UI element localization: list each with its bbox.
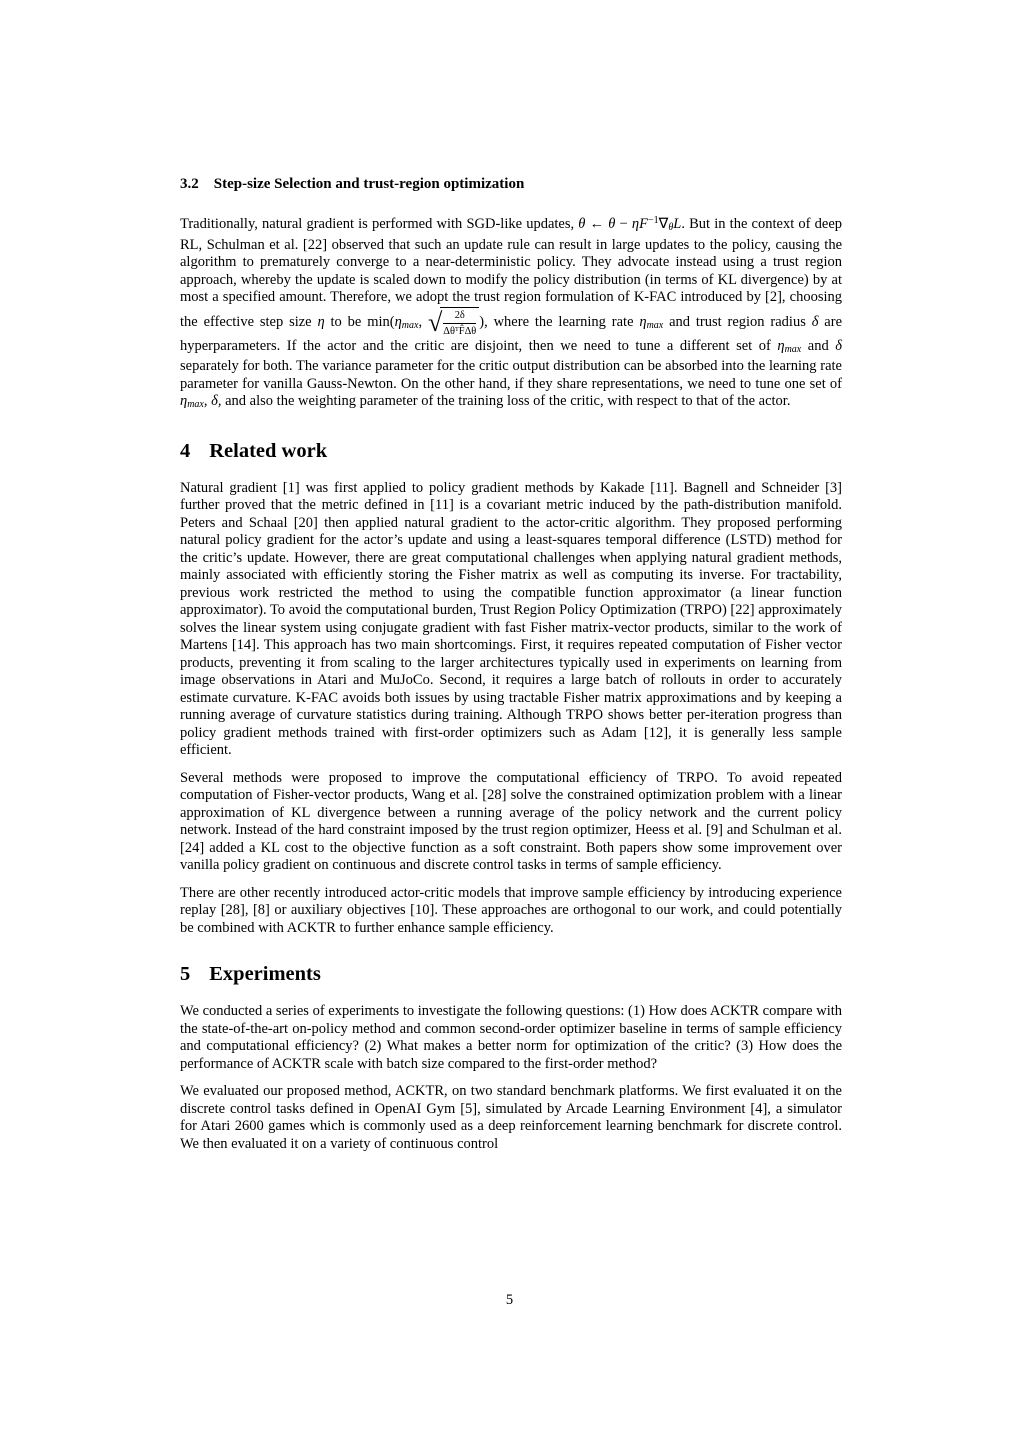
paragraph-experiments-2: We evaluated our proposed method, ACKTR, on two standard benchmark platforms. We first evaluated it on the discrete control tasks defined in OpenAI Gym [5], simulated by Arcade Learning Environment [4], a simulator for Atari 2600 games which is commonly used as a deep reinforcement learning benchmark for discrete control. We then evaluated it on a variety of continuous control: [180, 1083, 842, 1152]
section-number: 5: [180, 963, 191, 986]
paragraph-step-size-selection: Traditionally, natural gradient is performed with SGD-like updates, θ ← $\theta - \eta F^{-1}\nabla\theta L$. But in the context of deep RL, Schulman et al. [22] observed that such an update rule can result in large updates to the policy, causing the algorithm to prematurely converge to a near-deterministic policy. They advocate instead using a trust region approach, whereby the update is scaled down to modify the policy distribution (in terms of KL divergence) by at most a specified amount. Therefore, we adopt the trust region formulation of K-FAC introduced by [2], choosing the effective step size η to be min(ηmax, √ $\frac{2\delta}{\text{ΔθᵀF̂Δθ}}$ ), where the learning rate ηmax and trust region radius δ are hyperparameters. If the actor and the critic are disjoint, then we need to tune a different set of ηmax and δ separately for both. The variance parameter for the critic output distribution can be absorbed into the learning rate parameter for vanilla Gauss-Newton. On the other hand, if they share representations, we need to tune one set of ηmax, δ, and also the weighting parameter of the training loss of the critic, with respect to that of the actor.: [180, 215, 843, 411]
section-heading-4: [180, 440, 842, 463]
page-number: 5: [505, 1292, 514, 1308]
section-heading-3-2: [180, 176, 842, 193]
section-title: Step-size Selection and trust-region optimization: [213, 176, 525, 192]
section-number: 3.2: [180, 176, 199, 192]
section-title: Experiments: [209, 963, 321, 986]
section-heading-5: [180, 963, 842, 986]
paragraph-related-work-3: There are other recently introduced actor-critic models that improve sample efficiency by introducing experience replay [28], [8] or auxiliary objectives [10]. These approaches are orthogonal to our work, and could potentially be combined with ACKTR to further enhance sample efficiency.: [180, 884, 842, 936]
section-title: Related work: [209, 439, 328, 462]
paragraph-experiments-1: We conducted a series of experiments to investigate the following questions: (1) How does ACKTR compare with the state-of-the-art on-policy method and common second-order optimizer baseline in terms of sample efficiency and computational efficiency? (2) What makes a better norm for optimization of the critic? (3) How does the performance of ACKTR scale with batch size compared to the first-order method?: [180, 1003, 842, 1072]
section-number: 4: [180, 439, 191, 462]
page-content: [180, 176, 842, 1163]
paragraph-related-work-2: Several methods were proposed to improve the computational efficiency of TRPO. To avoid repeated computation of Fisher-vector products, Wang et al. [28] solve the constrained optimization problem with a linear approximation of KL divergence between a running average of the policy network and the current policy network. Instead of the hard constraint imposed by the trust region optimizer, Heess et al. [9] and Schulman et al. [24] added a KL cost to the objective function as a soft constraint. Both papers show some improvement over vanilla policy gradient on continuous and discrete control tasks in terms of sample efficiency.: [180, 769, 842, 874]
paragraph-related-work-1: Natural gradient [1] was first applied to policy gradient methods by Kakade [11]. Bagnell and Schneider [3] further proved that the metric defined in [11] is a covariant metric induced by the path-distribution manifold. Peters and Schaal [20] then applied natural gradient to the actor-critic algorithm. They proposed performing natural policy gradient for the actor’s update and using a least-squares temporal difference (LSTD) method for the critic’s update. However, there are great computational challenges when applying natural gradient methods, mainly associated with efficiently storing the Fisher matrix as well as computing its inverse. For tractability, previous work restricted the method to using the compatible function approximator (a linear function approximator). To avoid the computational burden, Trust Region Policy Optimization (TRPO) [22] approximately solves the linear system using conjugate gradient with fast Fisher matrix-vector products, similar to the work of Martens [14]. This approach has two main shortcomings. First, it requires repeated computation of Fisher vector products, preventing it from scaling to the larger architectures typically used in experiments on learning from image observations in Atari and MuJoCo. Second, it requires a large batch of rollouts in order to accurately estimate curvature. K-FAC avoids both issues by using tractable Fisher matrix approximations and by keeping a running average of curvature statistics during training. Although TRPO shows better per-iteration progress than policy gradient methods trained with first-order optimizers such as Adam [12], it is generally less sample efficient.: [180, 479, 842, 759]
